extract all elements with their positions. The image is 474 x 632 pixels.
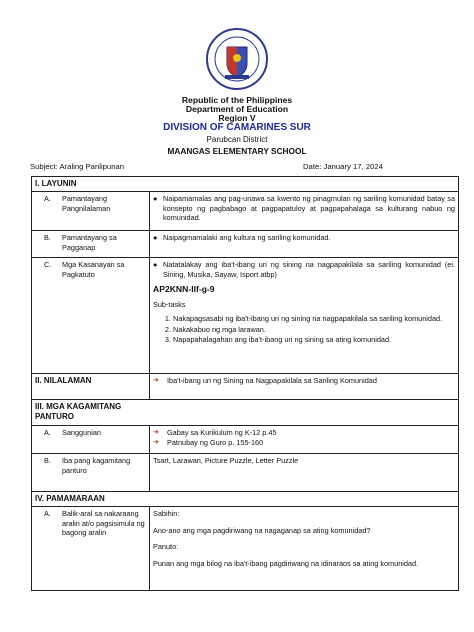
section-title-nilalaman: II. NILALAMAN [32, 374, 150, 400]
row-label: C. Mga Kasanayan sa Pagkatuto [32, 258, 150, 374]
row-label: B. Iba pang kagamitang panturo [32, 454, 150, 492]
table-row [32, 507, 459, 591]
table-row [32, 258, 459, 374]
row-label: A. Pamantayang Pangnilalaman [32, 192, 150, 231]
row-content [150, 258, 459, 374]
row-label: B. Pamantayang sa Pagganap [32, 231, 150, 258]
balik-aral-instruction: Punan ang mga bilog na iba't-ibang pagdiriwang na idinaraos sa ating komunidad. [153, 558, 419, 568]
list-item: 2. Nakakabuo ng mga larawan. [173, 325, 455, 335]
label-balik-aral: Balik-aral sa nakaraang aralin at/o pagsisimula ng bagong aralin [62, 509, 145, 537]
region-line: Region V [218, 113, 256, 123]
content-pamantayang-pangnilalaman: Naipamamalas ang pag-unawa sa kwento ng pinagmulan ng sariling komunidad batay sa konsepto ng pagbabago at pagpapatuloy at pagpapahalaga sa kulturang nabuo ng komunidad. [163, 194, 455, 222]
content-pamantayang-pagganap: Naipagmamalaki ang kultura ng sariling komunidad. [163, 233, 331, 242]
row-content [150, 426, 459, 454]
department-line: Department of Education [185, 104, 289, 114]
bullet-icon: ● [153, 194, 158, 203]
school-name: MAANGAS ELEMENTARY SCHOOL [167, 146, 307, 156]
row-label: A. Balik-aral sa nakaraang aralin at/o pagsisimula ng bagong aralin [32, 507, 150, 591]
row-content [150, 192, 459, 231]
deped-seal-logo [205, 27, 269, 91]
division-title: DIVISION OF CAMARINES SUR [163, 122, 311, 133]
arrow-bullet-icon: ➜ [153, 429, 159, 436]
table-row [32, 454, 459, 492]
subtasks-list [153, 314, 455, 345]
sabihin-label: Sabihin: [153, 509, 180, 518]
label-mga-kasanayan: Mga Kasanayan sa Pagkatuto [62, 260, 125, 279]
subject-line: Subject: Araling Panlipunan [30, 162, 125, 171]
section-title-kagamitan: III. MGA KAGAMITANG PANTURO [32, 400, 459, 426]
row-content [150, 507, 459, 591]
list-item: 3. Napapahalagahan ang iba't-ibang uri ng sining sa ating komunidad. [173, 335, 455, 345]
label-iba-pang-kagamitan: Iba pang kagamitang panturo [62, 456, 131, 475]
label-pamantayang-pangnilalaman: Pamantayang Pangnilalaman [62, 194, 111, 213]
label-sanggunian: Sanggunian [62, 428, 101, 437]
section-row-kagamitan [32, 400, 459, 426]
table-row [32, 231, 459, 258]
section-title-layunin: I. LAYUNIN [32, 177, 459, 192]
date-line: Date: January 17, 2024 [303, 162, 383, 171]
list-item: Gabay sa Kurikulum ng K-12 p.45 [167, 428, 277, 437]
balik-aral-question: Ano-ano ang mga pagdiriwang na nagaganap sa ating komunidad? [153, 525, 371, 535]
republic-line: Republic of the Philippines [181, 95, 293, 105]
content-nilalaman: Iba't-ibang uri ng Sining na Nagpapakilala sa Sariling Komunidad [167, 376, 377, 385]
district-line: Parubcan District [206, 135, 268, 144]
row-label: A. Sanggunian [32, 426, 150, 454]
competency-code: AP2KNN-IIf-g-9 [153, 284, 215, 294]
row-content [150, 454, 459, 492]
panuto-label: Panuto: [153, 542, 179, 551]
row-content [150, 231, 459, 258]
list-item: 1. Nakapagsasabi ng iba't-ibang uri ng sining na nagpapakilala sa sariling komunidad. [173, 314, 455, 324]
lesson-plan-table [31, 176, 459, 591]
arrow-bullet-icon: ➜ [153, 438, 159, 446]
subtasks-label: Sub-tasks [153, 299, 186, 309]
section-title-pamamaraan: IV. PAMAMARAAN [32, 492, 459, 507]
content-iba-pang-kagamitan: Tsart, Larawan, Picture Puzzle, Letter Puzzle [153, 456, 299, 465]
content-mga-kasanayan: Natatalakay ang iba't-ibang uri ng sining na nagpapakilala sa sariling komunidad (ei. Sining, Musika, Sayaw, Isport atbp) [163, 260, 455, 279]
section-row-layunin [32, 177, 459, 192]
section-row-pamamaraan [32, 492, 459, 507]
table-row [32, 426, 459, 454]
label-pamantayang-pagganap: Pamantayang sa Pagganap [62, 233, 117, 252]
bullet-icon: ● [153, 260, 158, 269]
table-row [32, 192, 459, 231]
list-item: Patnubay ng Guro p. 155-160 [167, 437, 264, 447]
row-content [150, 374, 459, 400]
section-row-nilalaman [32, 374, 459, 400]
bullet-icon: ● [153, 233, 158, 242]
arrow-bullet-icon: ➜ [153, 377, 159, 384]
